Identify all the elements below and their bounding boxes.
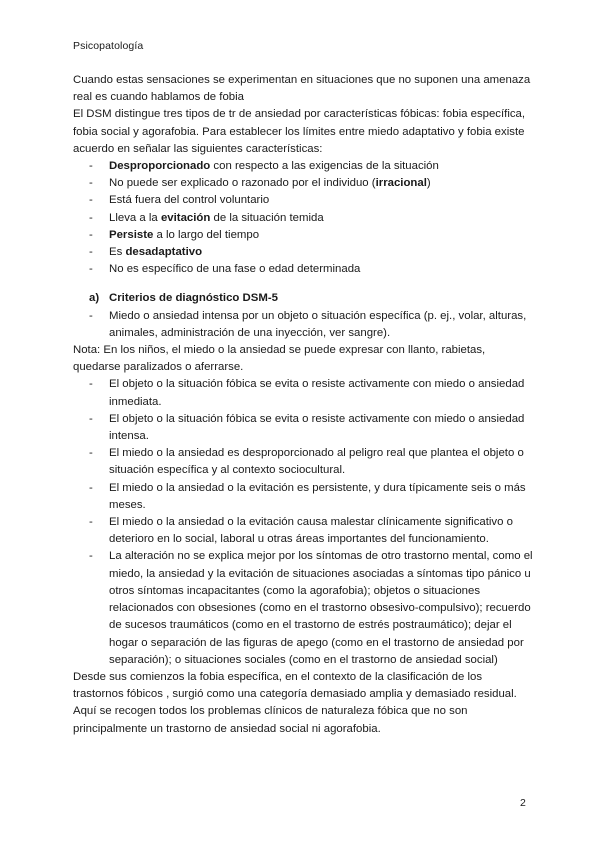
list-item: - No es específico de una fase o edad determinada	[89, 263, 361, 276]
section-title: Criterios de diagnóstico DSM-5	[109, 292, 278, 305]
intro-paragraph-2: El DSM distingue tres tipos de tr de ansiedad por características fóbicas: fobia específica, fobia social y agorafobia. Para establecer los límites entre miedo adaptativo y fobia existe acuerdo en señalar las siguientes características:	[73, 108, 526, 155]
closing-paragraph-1: Desde sus comienzos la fobia específica, en el contexto de la clasificación de los trastornos fóbicos , surgió como una categoría demasiado amplia y demasiado residual.	[73, 670, 517, 701]
list-item: - Miedo o ansiedad intensa por un objeto o situación específica (p. ej., volar, alturas, animales, administración de una inyección, ver sangre).	[89, 309, 527, 339]
list-item: - El objeto o la situación fóbica se evita o resiste activamente con miedo o ansiedad intensa.	[89, 412, 525, 443]
list-item: - El miedo o la ansiedad es desproporcionado al peligro real que plantea el objeto o situación específica y al contexto sociocultural.	[89, 447, 524, 477]
characteristics-list	[73, 158, 535, 278]
list-item: - Es desadaptativo	[89, 246, 203, 259]
list-item: - El miedo o la ansiedad o la evitación causa malestar clínicamente significativo o deterioro en lo social, laboral u otras áreas importantes del funcionamiento.	[89, 516, 513, 546]
list-item: - Desproporcionado con respecto a las exigencias de la situación	[89, 160, 439, 173]
list-item: - No puede ser explicado o razonado por el individuo (irracional)	[89, 177, 431, 190]
closing-paragraph-2: Aquí se recogen todos los problemas clínicos de naturaleza fóbica que no son principalmente un trastorno de ansiedad social ni agorafobia.	[73, 705, 468, 735]
section-marker: a)	[89, 292, 100, 305]
intro-paragraph-1: Cuando estas sensaciones se experimentan en situaciones que no suponen una amenaza real es cuando hablamos de fobia	[73, 74, 531, 104]
list-item: - Lleva a la evitación de la situación temida	[89, 211, 324, 224]
list-item: - Persiste a lo largo del tiempo	[89, 228, 260, 241]
list-item: - El miedo o la ansiedad o la evitación es persistente, y dura típicamente seis o más meses.	[89, 481, 526, 511]
page-number: 2	[520, 797, 526, 809]
list-item: - Está fuera del control voluntario	[89, 194, 270, 207]
page-header: Psicopatología	[73, 40, 144, 52]
page-content	[73, 72, 535, 738]
section-heading	[73, 290, 535, 307]
list-item: - El objeto o la situación fóbica se evita o resiste activamente con miedo o ansiedad inmediata.	[89, 378, 525, 408]
criteria-list	[73, 376, 535, 668]
note-paragraph: Nota: En los niños, el miedo o la ansiedad se puede expresar con llanto, rabietas, quedarse paralizados o aferrarse.	[73, 344, 486, 374]
criterion-a-list	[73, 308, 535, 342]
list-item: - La alteración no se explica mejor por los síntomas de otro trastorno mental, como el miedo, la ansiedad y la evitación de situaciones asociadas a síntomas tipo pánico u otros síntomas incapacitantes (como la agorafobia); objetos o situaciones relacionados con obsesiones (como en el trastorno obsesivo-compulsivo); recuerdo de sucesos traumáticos (como en el trastorno de estrés postraumático); dejar el hogar o separación de las figuras de apego (como en el trastorno de ansiedad por separación); o situaciones sociales (como en el trastorno de ansiedad social)	[89, 550, 533, 666]
